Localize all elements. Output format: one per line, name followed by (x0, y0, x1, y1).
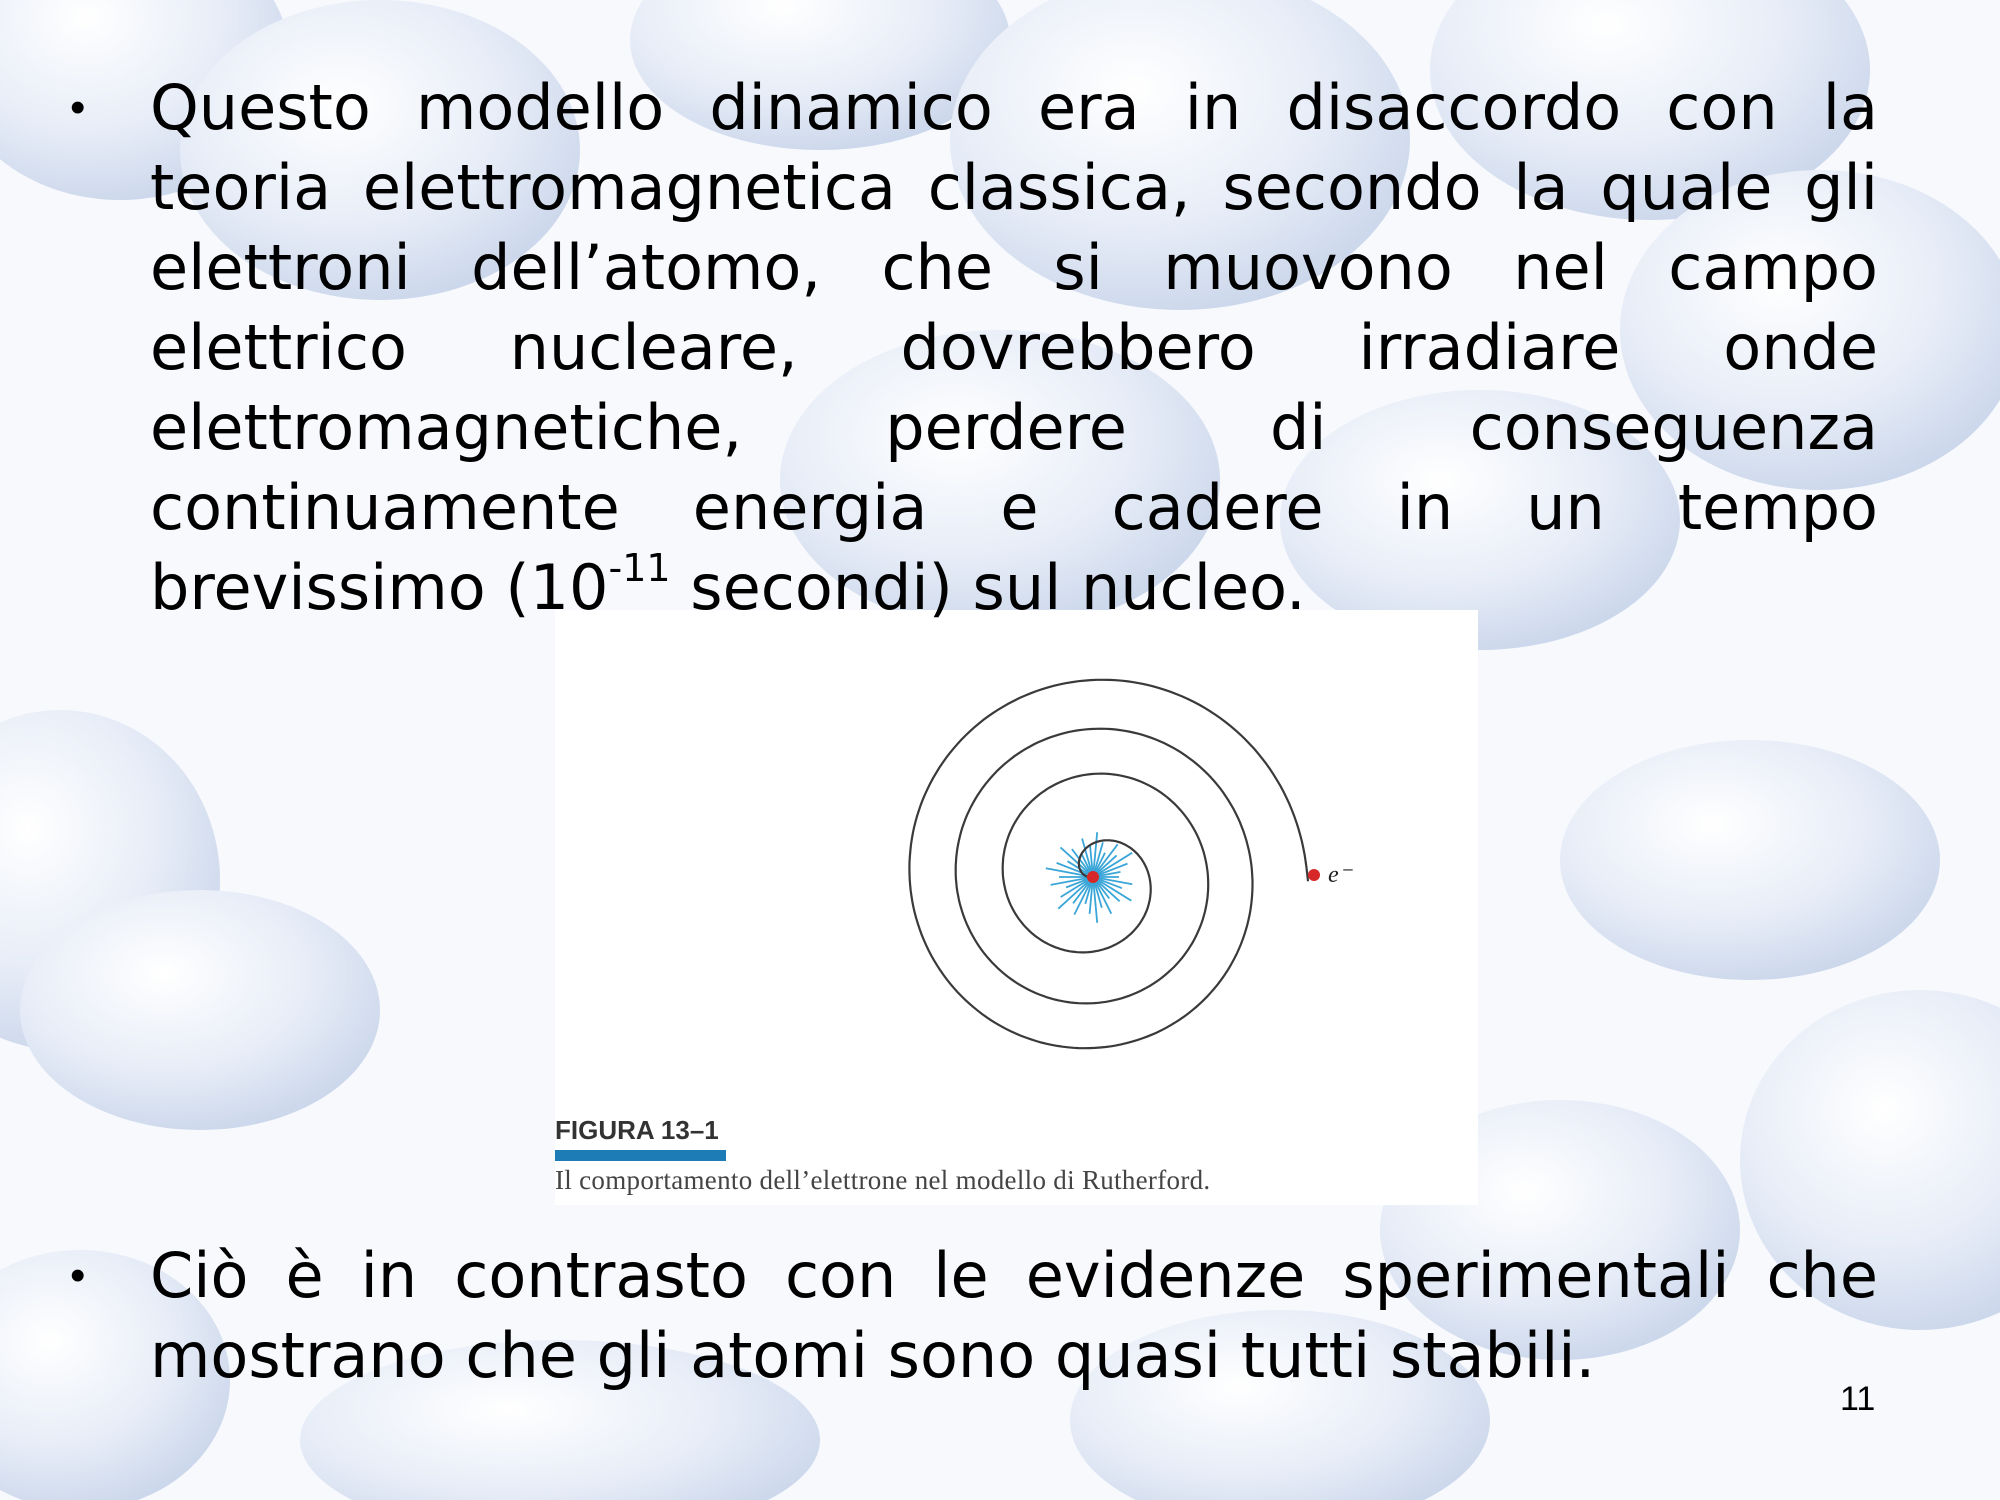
figure-label: FIGURA 13–1 (555, 1115, 719, 1145)
nucleus (1087, 871, 1099, 883)
electron-label: e⁻ (1328, 862, 1352, 888)
bullet-marker: • (70, 83, 86, 132)
figure-caption: Il comportamento dell’elettrone nel modello di Rutherford. (555, 1165, 1211, 1195)
electron (1308, 869, 1320, 881)
bullet-marker: • (70, 1251, 86, 1300)
page-number: 11 (1840, 1380, 1876, 1418)
bullet-text: Ciò è in contrasto con le evidenze sperimentali che mostrano che gli atomi sono quasi tutti stabili. (150, 1239, 1878, 1392)
bullet-item (70, 1236, 1878, 1396)
figure-accent-bar (555, 1150, 726, 1161)
exponent: -11 (608, 546, 671, 590)
bullet-text: Questo modello dinamico era in disaccordo con la teoria elettromagnetica classica, secondo la quale gli elettroni dell’atomo, che si muovono nel campo elettrico nucleare, dovrebbero irradiare onde elettromagnetiche, perdere di conseguenza continuamente energia e cadere in un tempo brevissimo ($10^{-11}$ secondi) sul nucleo. (150, 71, 1878, 624)
bullet-item (70, 68, 1878, 628)
electron-spiral-orbit (909, 680, 1308, 1048)
rutherford-spiral-diagram (555, 610, 1478, 1110)
figure-panel (555, 610, 1478, 1205)
